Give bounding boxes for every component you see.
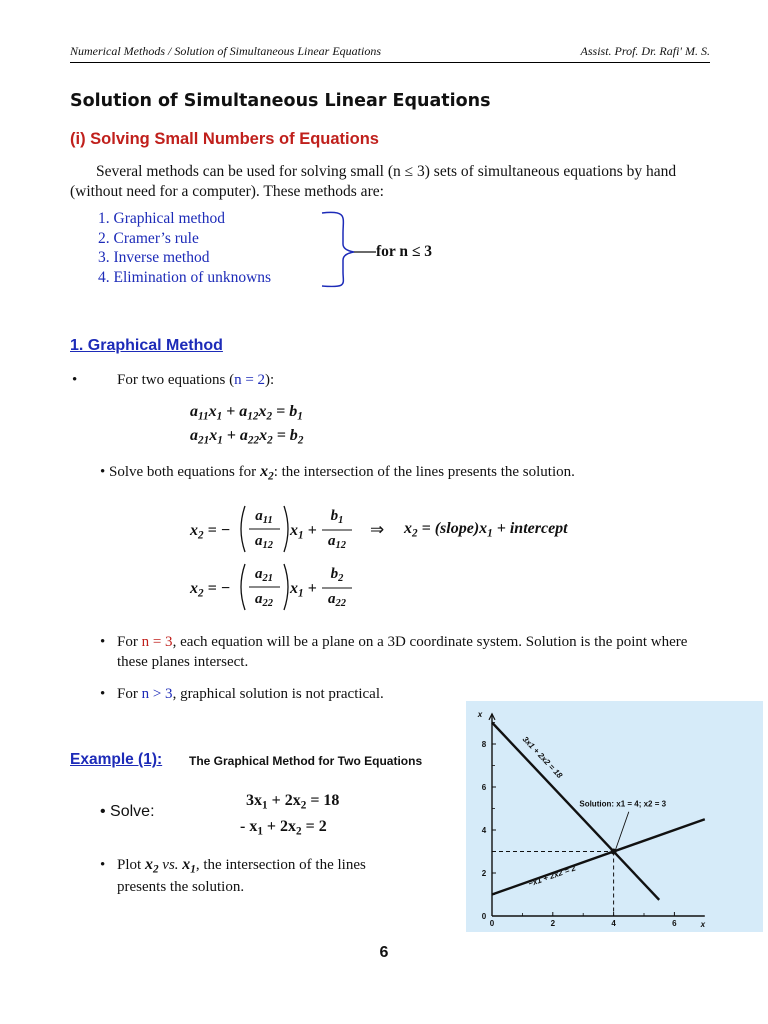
x-tick-label: 0: [489, 919, 495, 928]
header-rule: [70, 62, 710, 63]
equation-1: $a_{11}x_1 + a_{12}x_2 = b_1$: [190, 403, 303, 423]
frac-b2: $b_2$: [330, 566, 344, 585]
x-tick-label: 4: [611, 919, 616, 928]
curly-brace-icon: [318, 208, 378, 290]
graphical-method-heading: 1. Graphical Method: [70, 337, 223, 354]
y-tick-label: 0: [481, 912, 487, 921]
methods-list: [98, 209, 271, 287]
series-label: 3x1 + 2x2 = 18: [520, 734, 565, 781]
x-tick-label: 6: [672, 919, 677, 928]
series-line: [492, 723, 659, 900]
formula-x2-b: $x_2$ = −: [190, 580, 231, 600]
solution-label: Solution: x1 = 4; x2 = 3: [579, 799, 667, 809]
bullet-dot: •: [100, 857, 106, 873]
running-header-right: Assist. Prof. Dr. Rafi' M. S.: [580, 44, 710, 58]
list-item: 4. Elimination of unknowns: [98, 268, 272, 286]
bullet-solve: • Solve:: [100, 803, 155, 820]
list-item: 1. Graphical method: [98, 210, 225, 227]
bullet-dot: •: [72, 372, 78, 388]
list-item: 3. Inverse method: [98, 249, 210, 266]
frac-a12-b: $a_{12}$: [328, 533, 346, 552]
frac-a21: $a_{21}$: [255, 566, 273, 585]
formula-x1-plus-b: $x_1$ +: [290, 580, 317, 600]
frac-a22-b: $a_{22}$: [328, 591, 346, 610]
brace-label: for n ≤ 3: [376, 243, 433, 260]
bullet-plot-line2: presents the solution.: [117, 879, 245, 895]
graphical-solution-chart: [466, 701, 763, 932]
bullet-solve-x2: • Solve both equations for $x_2$: the intersection of the lines presents the solution.: [100, 463, 575, 483]
bullet-n3: For n = 3, each equation will be a plane on a 3D coordinate system. Solution is the point where these planes intersect.: [117, 634, 688, 670]
y-tick-label: 2: [481, 869, 487, 878]
frac-b1: $b_1$: [330, 508, 344, 527]
bullet-dot: •: [100, 634, 106, 650]
section-heading-i: (i) Solving Small Numbers of Equations: [70, 130, 379, 148]
frac-a11: $a_{11}$: [255, 508, 273, 527]
frac-a22: $a_{22}$: [255, 591, 273, 610]
y-tick-label: 6: [481, 783, 487, 792]
y-axis-label: x: [477, 709, 483, 719]
y-tick-label: 8: [481, 740, 487, 749]
x-axis-label: x: [700, 920, 706, 929]
slope-intercept-form: $x_2$ = $(slope)x_1$ + intercept: [404, 520, 568, 540]
running-header-left: Numerical Methods / Solution of Simultaneous Linear Equations: [70, 44, 381, 58]
system-eq-2: - $x_1 + 2x_2 = 2$: [240, 818, 327, 838]
example-title: The Graphical Method for Two Equations: [189, 754, 423, 768]
bullet-plot: Plot $x_2$ vs. $x_1$, the intersection of the lines: [117, 856, 366, 876]
formula-x1-plus: $x_1$ +: [290, 522, 317, 542]
solution-leader: [616, 812, 629, 850]
example-label: Example (1):: [70, 751, 163, 768]
bullet-two-equations: For two equations (n = 2):: [117, 372, 275, 388]
list-item: 2. Cramer’s rule: [98, 229, 199, 247]
page-number: 6: [379, 944, 389, 961]
intro-paragraph: Several methods can be used for solving small (n ≤ 3) sets of simultaneous equations by hand (without need for a computer). These methods are:: [70, 163, 677, 200]
equation-2: $a_{21}x_1 + a_{22}x_2 = b_2$: [190, 427, 304, 447]
page-title: Solution of Simultaneous Linear Equations: [70, 91, 491, 111]
fraction-bar: [322, 586, 352, 590]
series-line: [492, 819, 705, 894]
bullet-dot: •: [100, 686, 106, 702]
series-label: −x1 + 2x2 = 2: [527, 863, 577, 889]
implies-icon: ⇒: [370, 520, 385, 539]
bullet-n-gt-3: For n > 3, graphical solution is not practical.: [117, 686, 384, 702]
frac-a12: $a_{12}$: [255, 533, 273, 552]
system-eq-1: $3x_1 + 2x_2 = 18$: [246, 792, 340, 812]
x-tick-label: 2: [550, 919, 556, 928]
y-tick-label: 4: [481, 826, 487, 835]
fraction-bar: [322, 528, 352, 532]
formula-x2-a: $x_2$ = −: [190, 522, 231, 542]
